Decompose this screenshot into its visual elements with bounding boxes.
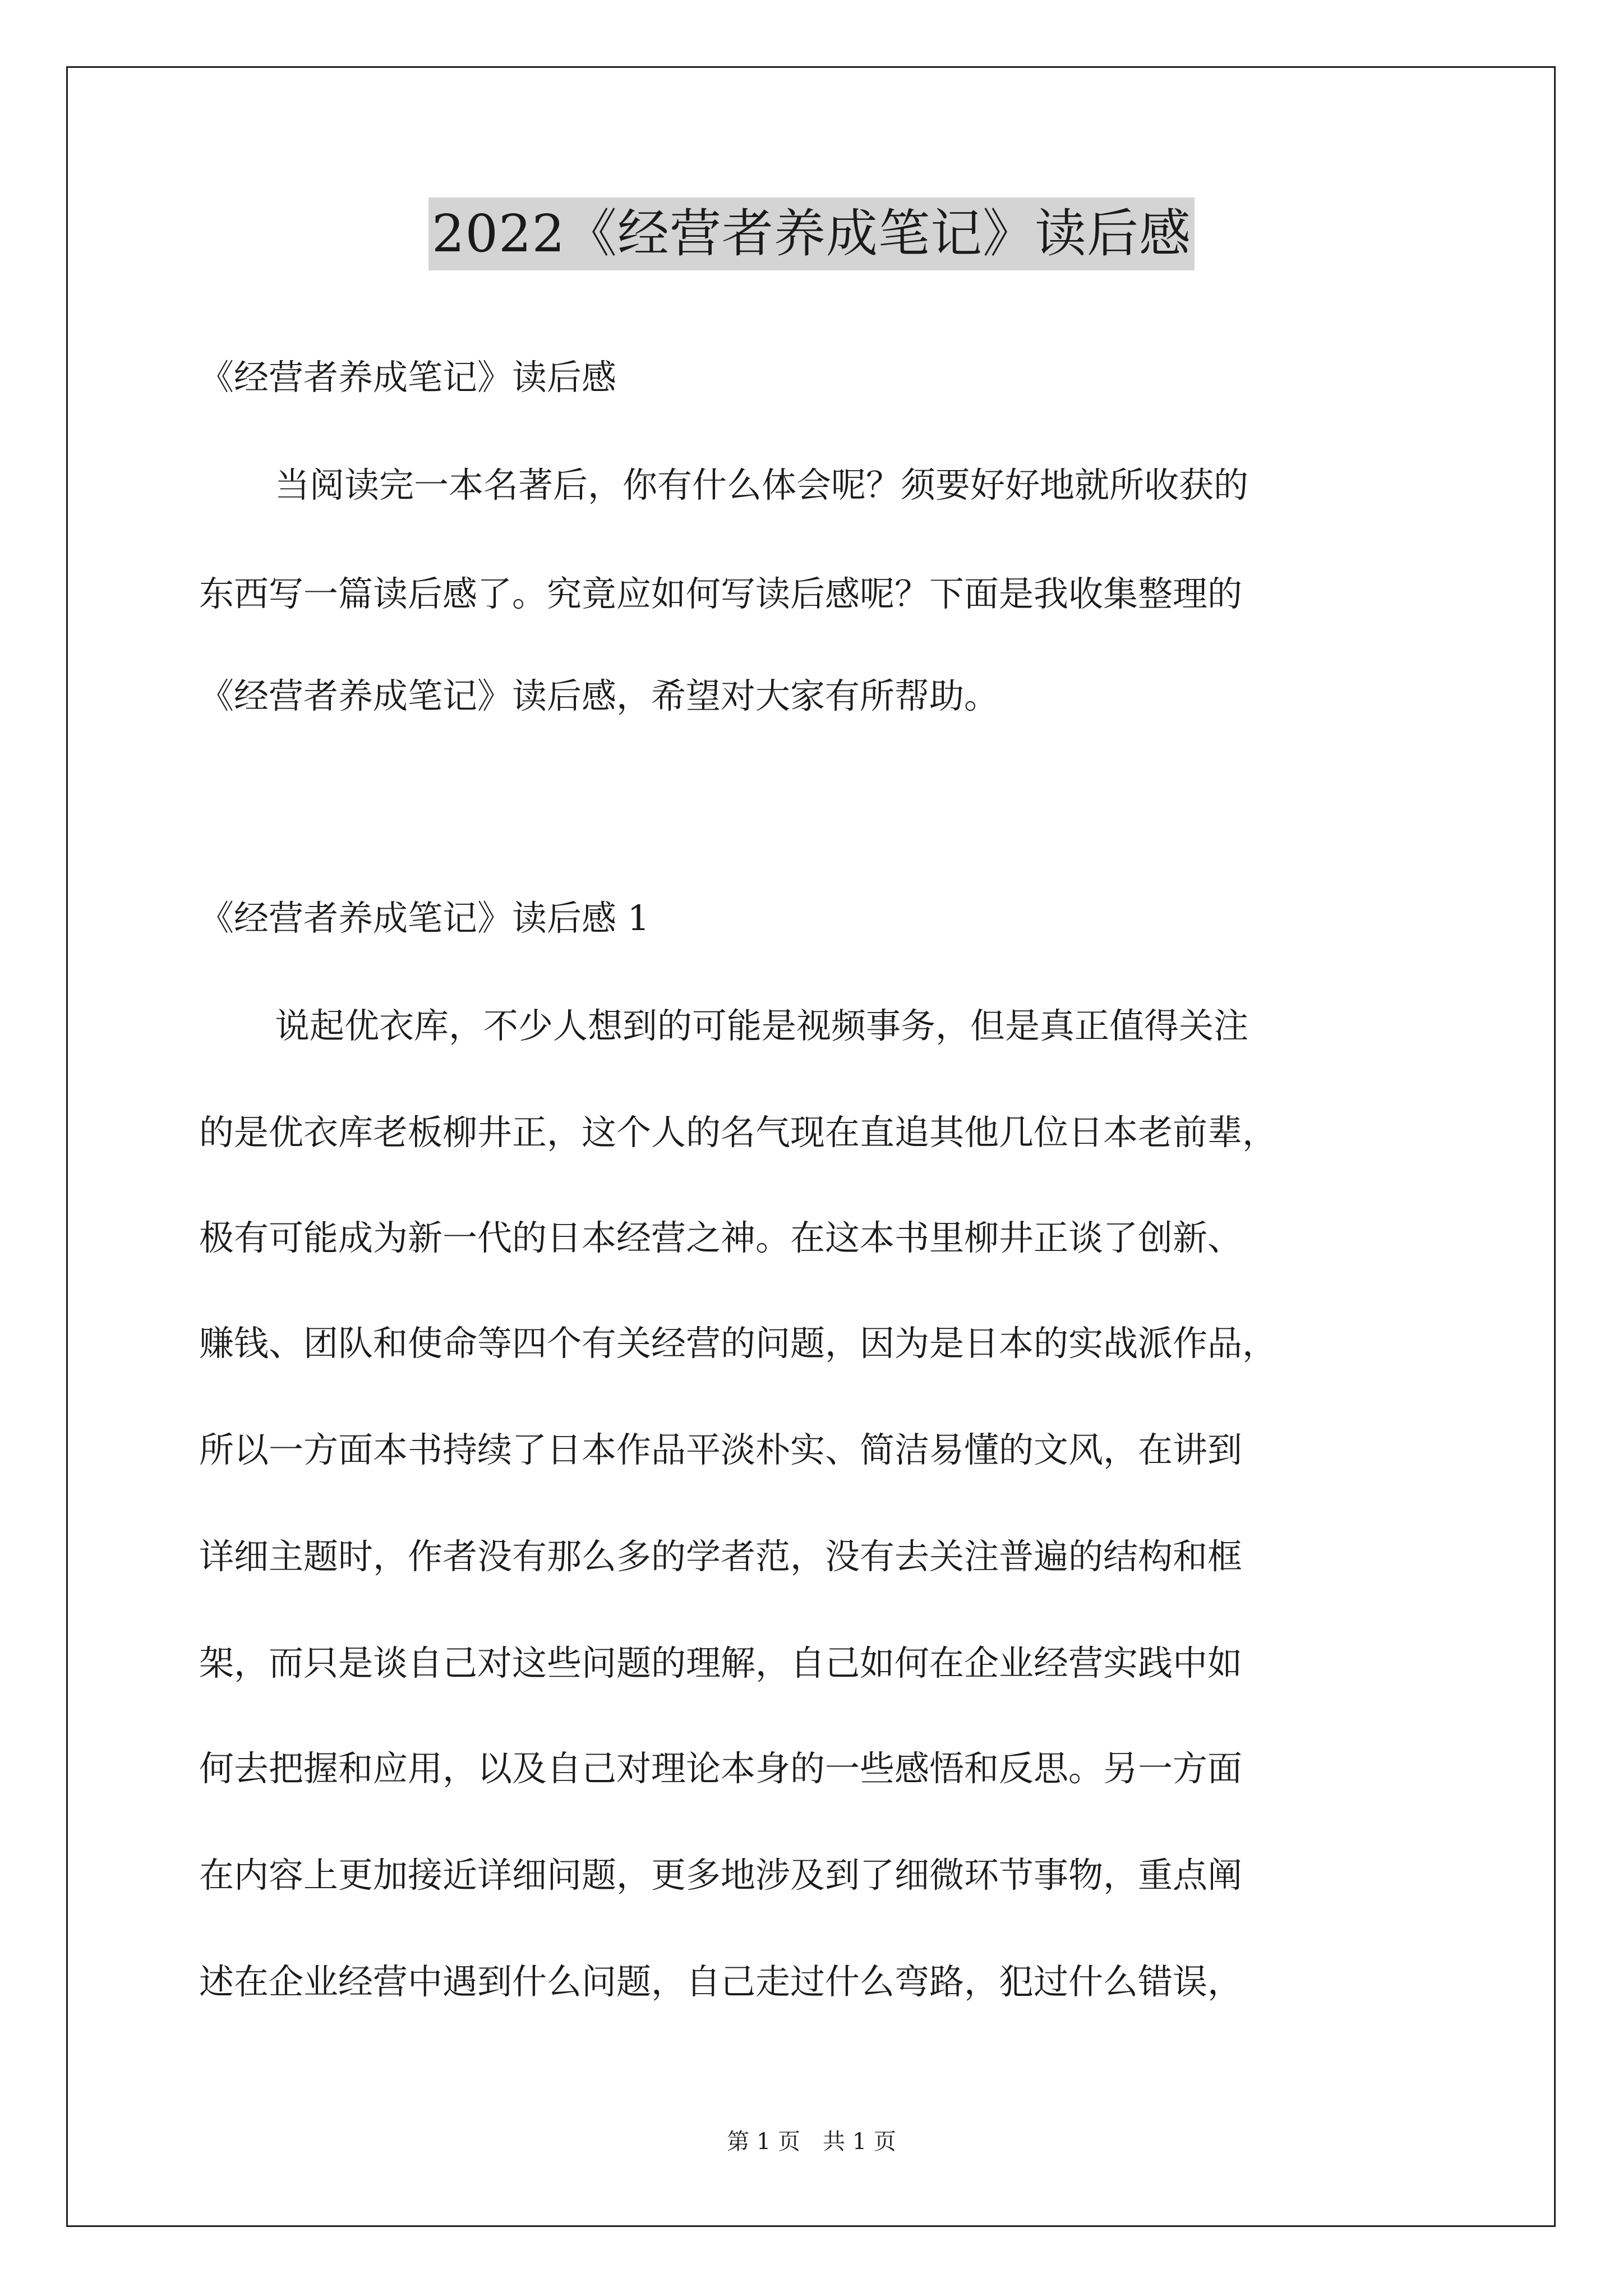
body-line: 何去把握和应用，以及自己对理论本身的一些感悟和反思。另一方面 (199, 1748, 1243, 1789)
body-line: 在内容上更加接近详细问题，更多地涉及到了细微环节事物，重点阐 (199, 1855, 1243, 1895)
body-line: 详细主题时，作者没有那么多的学者范，没有去关注普遍的结构和框 (199, 1536, 1243, 1577)
intro-heading: 《经营者养成笔记》读后感 (199, 357, 617, 398)
body-line: 述在企业经营中遇到什么问题，自己走过什么弯路，犯过什么错误， (199, 1961, 1243, 2002)
body-line: 的是优衣库老板柳井正，这个人的名气现在直追其他几位日本老前辈， (199, 1112, 1278, 1153)
intro-line: 当阅读完一本名著后，你有什么体会呢？须要好好地就所收获的 (275, 464, 1249, 505)
title-container (0, 197, 1623, 270)
body-line: 说起优衣库，不少人想到的可能是视频事务，但是真正值得关注 (275, 1005, 1249, 1046)
body-line: 架，而只是谈自己对这些问题的理解，自己如何在企业经营实践中如 (199, 1642, 1243, 1683)
body-line: 极有可能成为新一代的日本经营之神。在这本书里柳井正谈了创新、 (199, 1217, 1243, 1258)
body-line: 所以一方面本书持续了日本作品平淡朴实、简洁易懂的文风，在讲到 (199, 1429, 1243, 1470)
section1-heading: 《经营者养成笔记》读后感 1 (199, 898, 650, 938)
intro-line: 《经营者养成笔记》读后感，希望对大家有所帮助。 (199, 675, 999, 716)
page-footer: 第 1 页 共 1 页 (727, 2129, 896, 2155)
document-title: 2022《经营者养成笔记》读后感 (428, 197, 1195, 270)
intro-line: 东西写一篇读后感了。究竟应如何写读后感呢？下面是我收集整理的 (199, 573, 1243, 614)
body-line: 赚钱、团队和使命等四个有关经营的问题，因为是日本的实战派作品， (199, 1323, 1278, 1364)
